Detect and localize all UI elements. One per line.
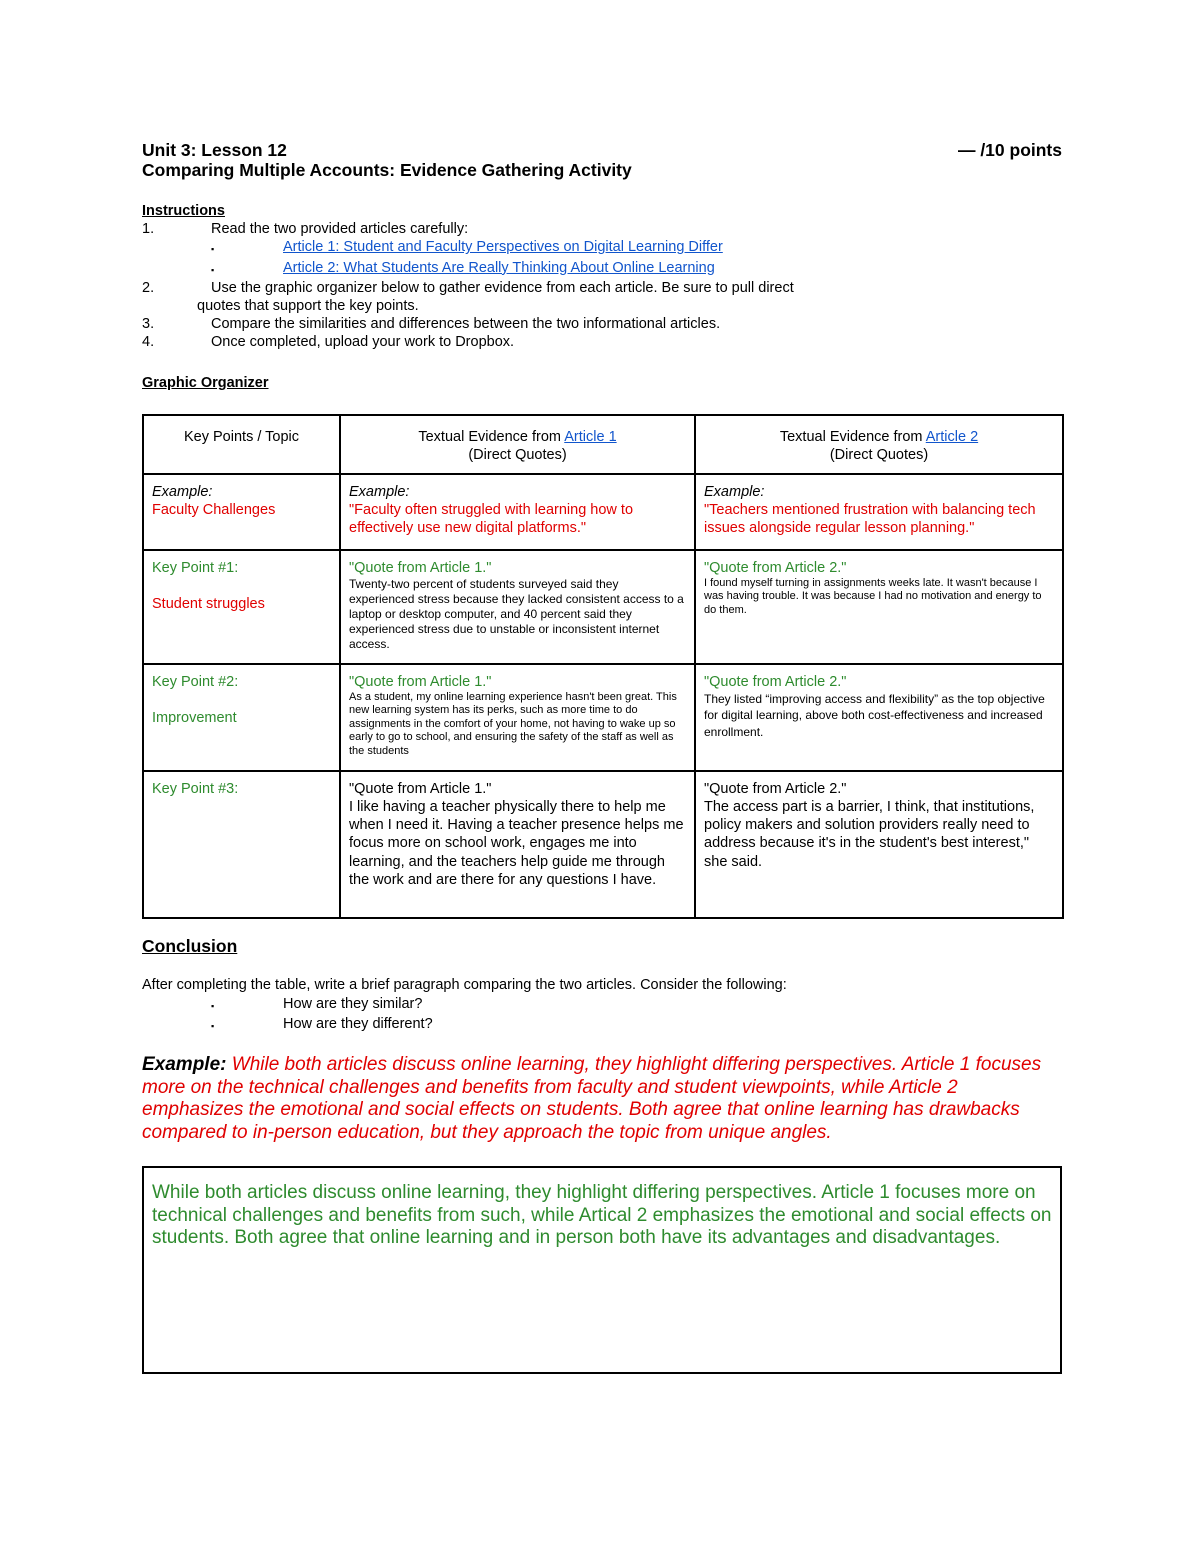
bullet-icon: ▪ [211, 244, 215, 255]
instruction-item: 1. Read the two provided articles carefully: [142, 221, 469, 238]
article-1-link[interactable]: Article 1: Student and Faculty Perspectives on Digital Learning Differ [283, 239, 723, 256]
bullet-icon: ▪ [211, 264, 215, 275]
table-row [143, 664, 1063, 771]
header-row [142, 140, 1062, 160]
instruction-item: 3. Compare the similarities and differences between the two informational articles. [142, 316, 721, 333]
article-2-header-link[interactable]: Article 2 [925, 429, 979, 445]
key-point-1-article-1-cell: "Quote from Article 1." Twenty-two percent of students surveyed said they experienced stress because they lacked consistent access to a laptop or desktop computer, and 40 percent said they experienced stress due to unstable or inconsistent internet access. [340, 550, 695, 664]
graphic-organizer-table [142, 414, 1064, 919]
example-article-1-cell: Example: "Faculty often struggled with learning how to effectively use new digital platforms." [340, 474, 695, 550]
table-row [143, 550, 1063, 664]
header-key-points: Key Points / Topic [143, 415, 340, 474]
example-article-2-cell: Example: "Teachers mentioned frustration with balancing tech issues alongside regular lesson planning." [695, 474, 1063, 550]
instruction-item: 2. Use the graphic organizer below to gather evidence from each article. Be sure to pull direct [142, 279, 794, 296]
key-point-3-cell: Key Point #3: [143, 771, 340, 918]
key-point-2-article-2-cell: "Quote from Article 2." They listed “improving access and flexibility” as the top objective for digital learning, above both cost-effectiveness and increased enrollment. [695, 664, 1063, 771]
table-row [143, 474, 1063, 550]
key-point-3-article-1-cell: "Quote from Article 1." I like having a teacher physically there to help me when I need it. Having a teacher presence helps me focus more on school work, engages me into learning, and the teachers help guide me through the work and are there for any questions I have. [340, 771, 695, 918]
answer-box[interactable] [142, 1166, 1062, 1374]
link-bullet [211, 259, 1062, 279]
instruction-continuation: quotes that support the key points. [197, 298, 419, 315]
conclusion-prompt: After completing the table, write a brief paragraph comparing the two articles. Consider the following: ▪ How are they similar? ▪ How are they different? [142, 976, 1062, 1036]
key-point-1-article-2-cell: "Quote from Article 2." I found myself turning in assignments weeks late. It wasn't because I was having trouble. It was because I had no motivation and energy to do them. [695, 550, 1063, 664]
link-bullet [211, 238, 1062, 258]
example-topic-cell: Example: Faculty Challenges [143, 474, 340, 550]
graphic-organizer-heading: Graphic Organizer [142, 374, 269, 391]
list-item: ▪ How are they similar? [211, 995, 1062, 1016]
list-item: ▪ How are they different? [211, 1015, 1062, 1036]
key-point-3-article-2-cell: "Quote from Article 2." The access part is a barrier, I think, that institutions, policy makers and solution providers really need to address because it's in the student's best interest," she said. [695, 771, 1063, 918]
table-header-row [143, 415, 1063, 474]
instruction-item: 4. Once completed, upload your work to Dropbox. [142, 334, 515, 351]
example-paragraph: Example: While both articles discuss online learning, they highlight differing perspectives. Article 1 focuses more on the technical challenges and benefits from faculty and student viewpoints, while Article 2 emphasizes the emotional and social effects on students. Both agree that online learning has drawbacks compared to in-person education, but they approach the topic from unique angles. [142, 1054, 1042, 1144]
conclusion-heading: Conclusion [142, 936, 238, 956]
key-point-2-article-1-cell: "Quote from Article 1." As a student, my online learning experience hasn't been great. This new learning system has its perks, such as more time to do assignments in the comfort of your home, not having to wake up so early to go to school, and ensuring the safety of the staff as well as the students [340, 664, 695, 771]
lesson-title: Unit 3: Lesson 12 [142, 140, 287, 160]
answer-text: While both articles discuss online learning, they highlight differing perspectives. Article 1 focuses more on technical challenges and benefits from such, while Artical 2 emphasizes the emotional and social effects on students. Both agree that online learning and in person both have its advantages and disadvantages. [152, 1182, 1052, 1248]
bullet-icon: ▪ [211, 1021, 215, 1031]
worksheet-page [142, 140, 1062, 1248]
article-1-header-link[interactable]: Article 1 [564, 429, 617, 445]
activity-title: Comparing Multiple Accounts: Evidence Gathering Activity [142, 160, 632, 180]
bullet-icon: ▪ [211, 1000, 215, 1011]
header-article-1: Textual Evidence from Article 1 (Direct Quotes) [340, 415, 695, 474]
key-point-1-cell: Key Point #1: Student struggles [143, 550, 340, 664]
instructions-section [142, 202, 1062, 392]
article-2-link[interactable]: Article 2: What Students Are Really Thinking About Online Learning [283, 259, 715, 276]
points-label: — /10 points [957, 140, 1062, 160]
table-row [143, 771, 1063, 918]
instructions-heading: Instructions [142, 203, 225, 219]
key-point-2-cell: Key Point #2: Improvement [143, 664, 340, 771]
header-article-2: Textual Evidence from Article 2 (Direct Quotes) [695, 415, 1063, 474]
